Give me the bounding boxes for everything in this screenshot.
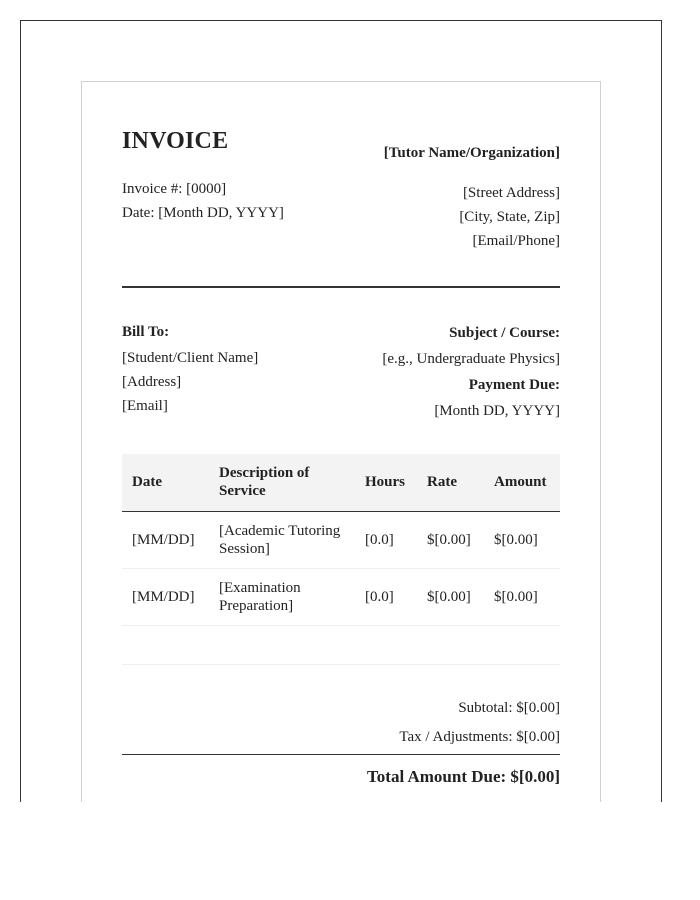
services-table xyxy=(122,454,560,665)
subtotal: Subtotal: $[0.00] xyxy=(458,700,560,716)
client-address: [Address] xyxy=(122,374,182,390)
tutor-contact: [Email/Phone] xyxy=(472,233,560,249)
cell-date: [MM/DD] xyxy=(122,568,209,625)
tutor-name: [Tutor Name/Organization] xyxy=(383,145,560,161)
cell-hours: [0.0] xyxy=(355,511,417,568)
payment-due-value: [Month DD, YYYY] xyxy=(434,403,560,419)
cell-hours: [0.0] xyxy=(355,568,417,625)
col-header-hours: Hours xyxy=(355,454,417,511)
tutor-city: [City, State, Zip] xyxy=(459,209,560,225)
table-row-empty xyxy=(122,625,560,664)
cell-date: [MM/DD] xyxy=(122,511,209,568)
invoice-title: INVOICE xyxy=(122,128,229,154)
col-header-date: Date xyxy=(122,454,209,511)
table-row xyxy=(122,511,560,568)
empty-cell xyxy=(122,625,560,664)
subject-value: [e.g., Undergraduate Physics] xyxy=(382,351,560,367)
cell-amount: $[0.00] xyxy=(484,568,560,625)
subject-label: Subject / Course: xyxy=(449,325,560,341)
cell-description: [Examination Preparation] xyxy=(209,568,355,625)
payment-due-label: Payment Due: xyxy=(468,377,560,393)
totals-section xyxy=(122,694,560,787)
invoice-number: Invoice #: [0000] xyxy=(122,181,227,197)
col-header-rate: Rate xyxy=(417,454,484,511)
subject-section xyxy=(382,320,560,424)
tutor-street: [Street Address] xyxy=(462,185,560,201)
tutor-info xyxy=(384,141,560,253)
col-header-description: Description of Service xyxy=(209,454,355,511)
tax-adjustments: Tax / Adjustments: $[0.00] xyxy=(399,729,560,745)
table-header-row xyxy=(122,454,560,511)
totals-divider xyxy=(122,754,560,755)
invoice-date: Date: [Month DD, YYYY] xyxy=(122,205,284,221)
table-row xyxy=(122,568,560,625)
header-divider xyxy=(122,286,560,288)
client-email: [Email] xyxy=(122,398,168,414)
cell-rate: $[0.00] xyxy=(417,568,484,625)
cell-amount: $[0.00] xyxy=(484,511,560,568)
total-amount-due: Total Amount Due: $[0.00] xyxy=(367,767,560,786)
col-header-amount: Amount xyxy=(484,454,560,511)
invoice-document xyxy=(81,81,601,802)
bill-to-label: Bill To: xyxy=(122,324,170,340)
cell-rate: $[0.00] xyxy=(417,511,484,568)
invoice-meta xyxy=(122,177,284,225)
client-name: [Student/Client Name] xyxy=(122,350,259,366)
cell-description: [Academic Tutoring Session] xyxy=(209,511,355,568)
bill-to-section xyxy=(122,320,258,418)
